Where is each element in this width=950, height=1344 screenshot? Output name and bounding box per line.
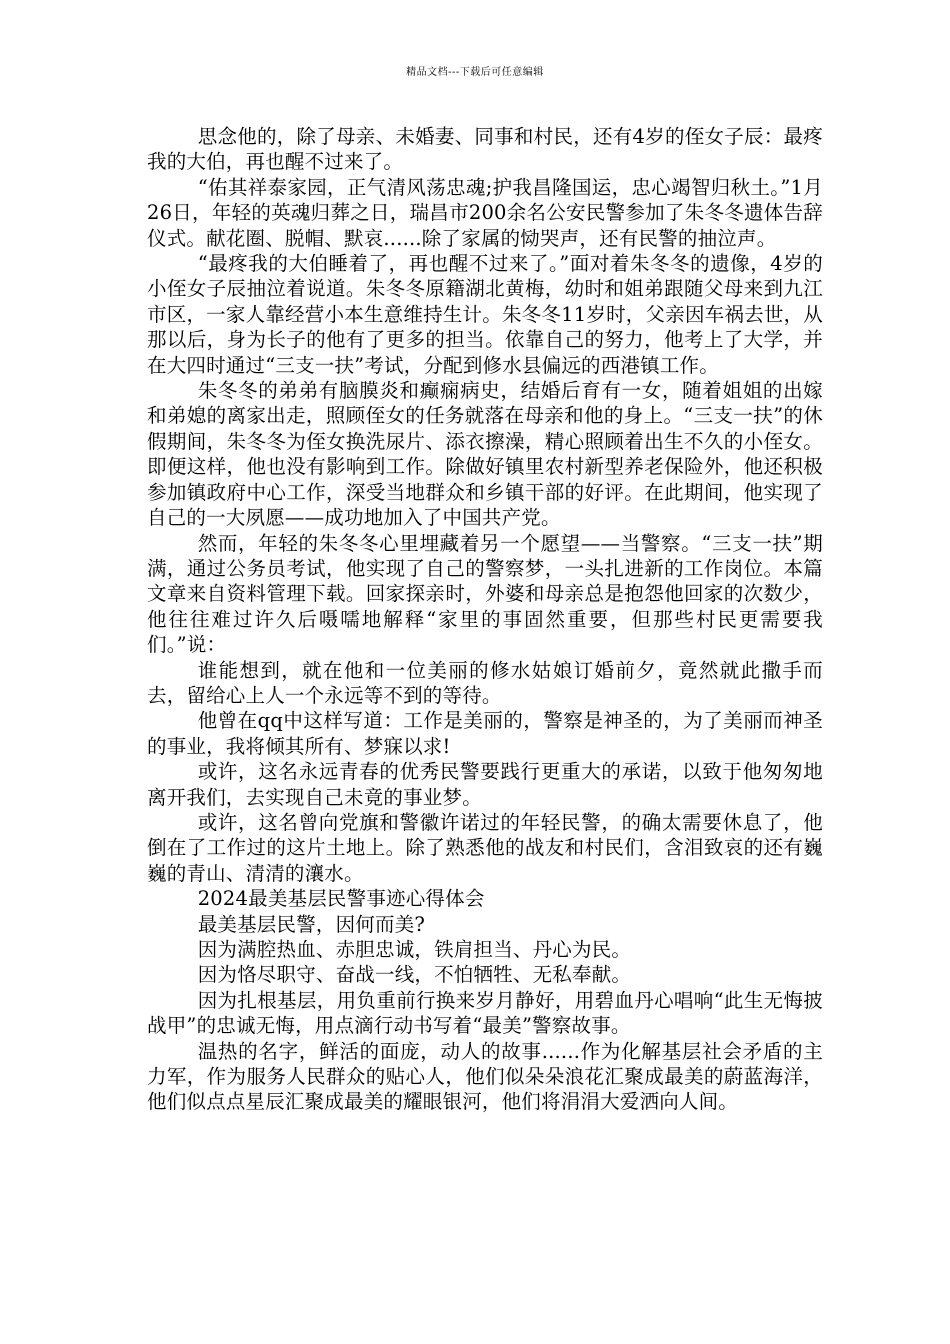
paragraph: 因为满腔热血、赤胆忠诚，铁肩担当、丹心为民。 xyxy=(197,938,632,961)
document-body xyxy=(147,124,823,1115)
paragraph: 因为扎根基层，用负重前行换来岁月静好，用碧血丹心唱响“此生无悔披战甲”的忠诚无悔，用点滴行动书写着“最美”警察故事。 xyxy=(147,988,823,1038)
paragraph: 谁能想到，就在他和一位美丽的修水姑娘订婚前夕，竟然就此撒手而去，留给心上人一个永远等不到的等待。 xyxy=(147,658,823,707)
paragraph: 然而，年轻的朱冬冬心里埋藏着另一个愿望——当警察。“三支一扶”期满，通过公务员考试，他实现了自己的警察梦，一头扎进新的工作岗位。本篇文章来自资料管理下载。回家探亲时，外婆和母亲总是抱怨他回家的次数少，他往往难过许久后嗫嚅地解释“家里的事固然重要，但那些村民更需要我们。”说： xyxy=(147,531,823,657)
paragraph: 最美基层民警，因何而美? xyxy=(197,912,426,936)
paragraph: 或许，这名曾向党旗和警徽许诺过的年轻民警，的确太需要休息了，他倒在了工作过的这片土地上。除了熟悉他的战友和村民们，含泪致哀的还有巍巍的青山、清清的瀼水。 xyxy=(147,810,823,885)
paragraph: 朱冬冬的弟弟有脑膜炎和癫痫病史，结婚后育有一女，随着姐姐的出嫁和弟媳的离家出走，照顾侄女的任务就落在母亲和他的身上。“三支一扶”的休假期间，朱冬冬为侄女换洗尿片、添衣擦澡，精心照顾着出生不久的小侄女。即便这样，他也没有影响到工作。除做好镇里农村新型养老保险外，他还积极参加镇政府中心工作，深受当地群众和乡镇干部的好评。在此期间，他实现了自己的一大夙愿——成功地加入了中国共产党。 xyxy=(147,379,823,530)
page-header: 精品文档---下载后可任意编辑 xyxy=(406,67,544,78)
section-title: 2024最美基层民警事迹心得体会 xyxy=(197,887,485,911)
paragraph: “最疼我的大伯睡着了，再也醒不过来了。”面对着朱冬冬的遗像，4岁的小侄女子辰抽泣着说道。朱冬冬原籍湖北黄梅，幼时和姐弟跟随父母来到九江市区，一家人靠经营小本生意维持生计。朱冬冬11岁时，父亲因车祸去世，从那以后，身为长子的他有了更多的担当。依靠自己的努力，他考上了大学，并在大四时通过“三支一扶”考试，分配到修水县偏远的西港镇工作。 xyxy=(147,252,823,377)
paragraph: 思念他的，除了母亲、未婚妻、同事和村民，还有4岁的侄女子辰：最疼我的大伯，再也醒不过来了。 xyxy=(147,125,823,174)
paragraph: 温热的名字，鲜活的面庞，动人的故事......作为化解基层社会矛盾的主力军，作为服务人民群众的贴心人，他们似朵朵浪花汇聚成最美的蔚蓝海洋，他们似点点星辰汇聚成最美的耀眼银河，他们将涓涓大爱洒向人间。 xyxy=(147,1039,823,1114)
paragraph: 或许，这名永远青春的优秀民警要践行更重大的承诺，以致于他匆匆地离开我们，去实现自己未竟的事业梦。 xyxy=(147,760,823,809)
paragraph: “佑其祥泰家园，正气清风荡忠魂;护我昌隆国运，忠心竭智归秋土。”1月26日，年轻的英魂归葬之日，瑞昌市200余名公安民警参加了朱冬冬遗体告辞仪式。献花圈、脱帽、默哀......除了家属的恸哭声，还有民警的抽泣声。 xyxy=(147,175,823,250)
paragraph: 因为恪尽职守、奋战一线，不怕牺牲、无私奉献。 xyxy=(197,963,632,987)
paragraph: 他曾在qq中这样写道：工作是美丽的，警察是神圣的，为了美丽而神圣的事业，我将倾其所有、梦寐以求! xyxy=(147,709,823,758)
